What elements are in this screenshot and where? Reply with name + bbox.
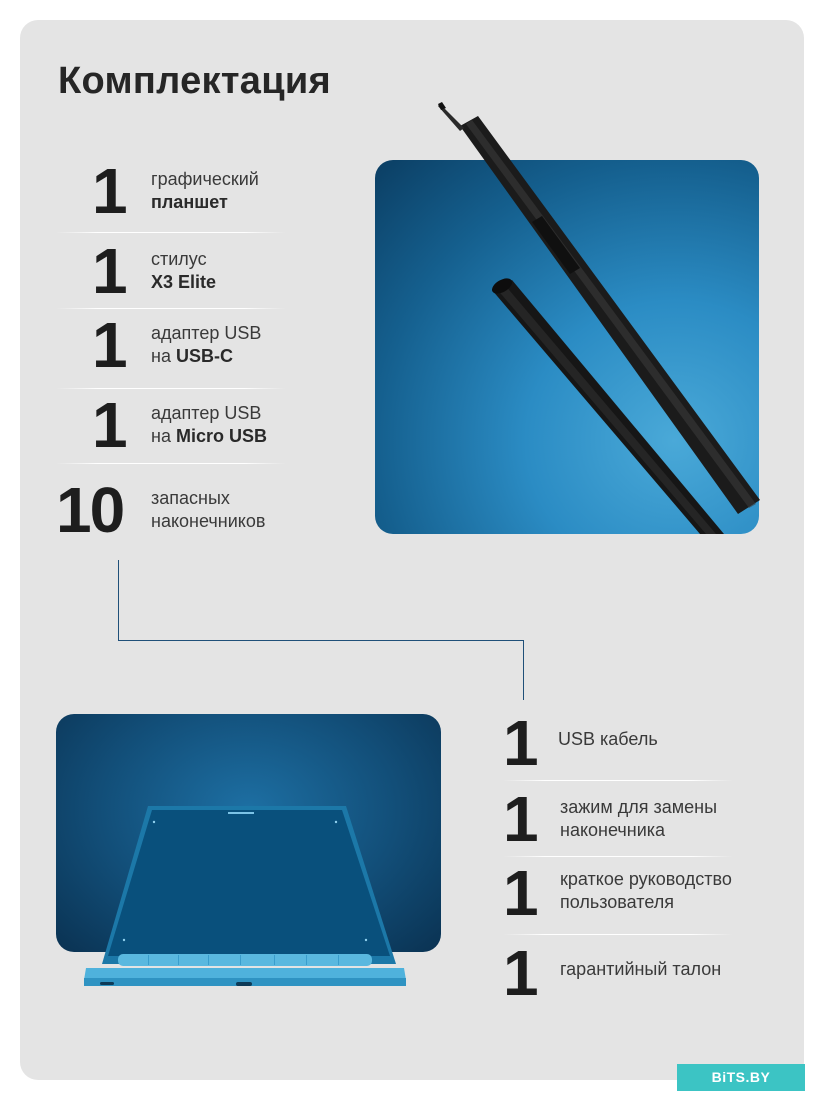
divider <box>503 780 733 781</box>
store-logo: BiTS.BY <box>677 1064 805 1091</box>
item-description: USB кабель <box>558 729 658 749</box>
item-description: зажим для замены наконечника <box>560 797 718 840</box>
item-count: 1 <box>503 857 537 929</box>
item-description: краткое руководство пользователя <box>560 869 732 912</box>
item-description: адаптер USB на Micro USB <box>151 403 267 446</box>
item-count: 1 <box>503 707 537 779</box>
package-contents-card <box>20 20 804 1080</box>
item-count: 1 <box>92 235 126 307</box>
item-count: 1 <box>503 937 537 1009</box>
item-count: 10 <box>56 474 124 546</box>
list-item <box>503 784 803 854</box>
item-count: 1 <box>92 309 126 381</box>
item-count: 1 <box>92 155 126 227</box>
list-item <box>503 708 803 778</box>
page-title: Комплектация <box>58 60 331 102</box>
item-description: адаптер USB на USB-C <box>151 323 262 366</box>
item-description: гарантийный талон <box>560 959 722 979</box>
divider <box>503 934 733 935</box>
item-count: 1 <box>92 389 126 461</box>
divider <box>503 856 733 857</box>
item-description: графический планшет <box>151 169 259 212</box>
list-item <box>503 858 803 928</box>
item-description: запасных наконечников <box>151 488 266 531</box>
item-count: 1 <box>503 783 537 855</box>
item-description: стилус X3 Elite <box>151 249 217 292</box>
list-item <box>503 938 803 1008</box>
